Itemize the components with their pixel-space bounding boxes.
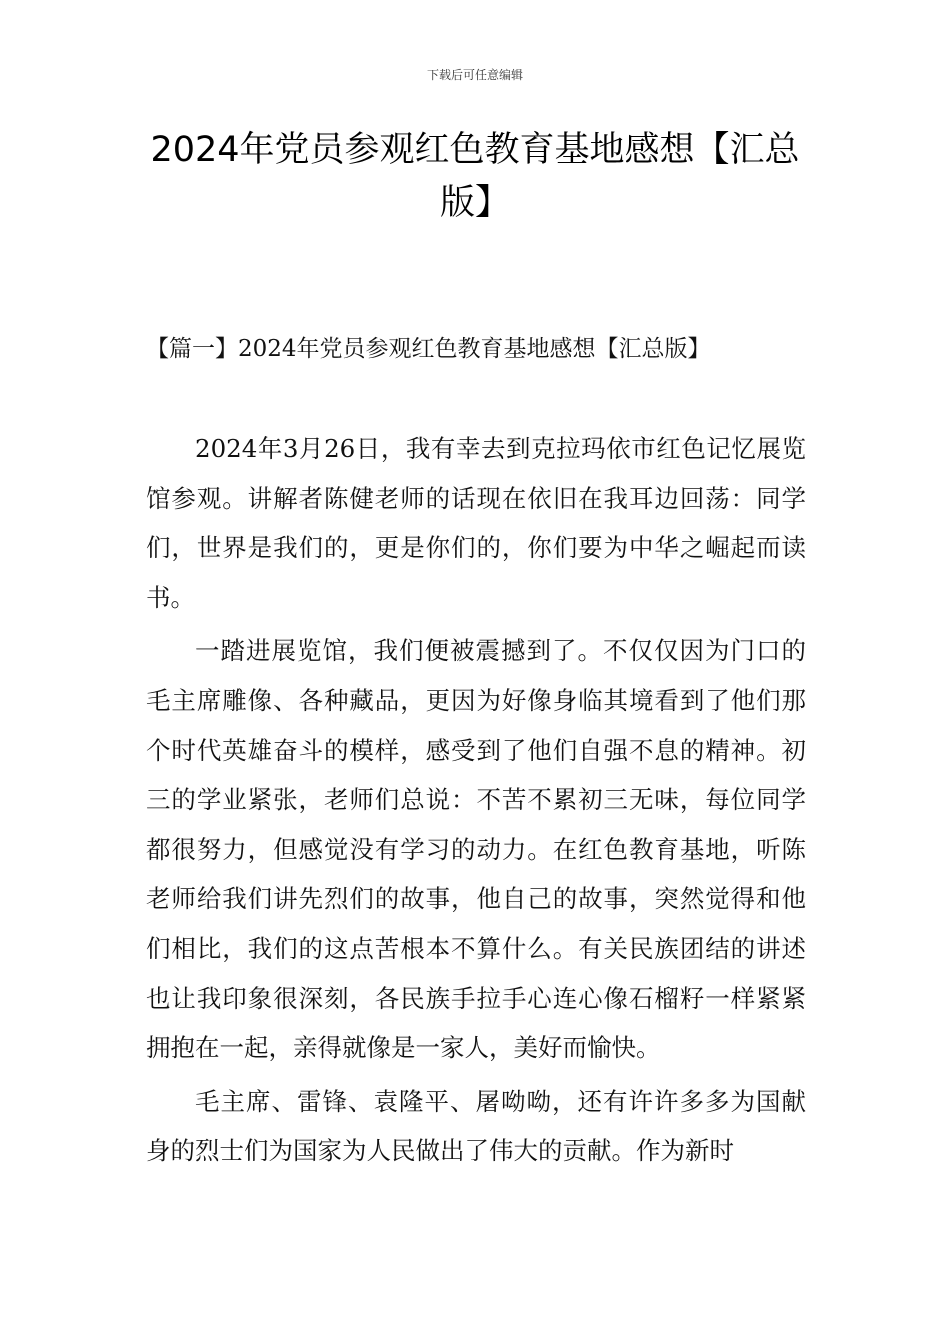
paragraph: 2024年3月26日，我有幸去到克拉玛依市红色记忆展览馆参观。讲解者陈健老师的话现在依旧在我耳边回荡：同学们，世界是我们的，更是你们的，你们要为中华之崛起而读书。: [146, 434, 806, 612]
paragraph: 毛主席、雷锋、袁隆平、屠呦呦，还有许许多多为国献身的烈士们为国家为人民做出了伟大的贡献。作为新时: [146, 1086, 806, 1166]
paragraph: 一踏进展览馆，我们便被震撼到了。不仅仅因为门口的毛主席雕像、各种藏品，更因为好像身临其境看到了他们那个时代英雄奋斗的模样，感受到了他们自强不息的精神。初三的学业紧张，老师们总说：不苦不累初三无味，每位同学都很努力，但感觉没有学习的动力。在红色教育基地，听陈老师给我们讲先烈们的故事，他自己的故事，突然觉得和他们相比，我们的这点苦根本不算什么。有关民族团结的讲述也让我印象很深刻，各民族手拉手心连心像石榴籽一样紧紧拥抱在一起，亲得就像是一家人，美好而愉快。: [146, 636, 806, 1063]
header-note: 下载后可任意编辑: [426, 68, 523, 82]
body-text: [146, 424, 806, 1180]
document-title: 2024年党员参观红色教育基地感想【汇总版】: [150, 130, 800, 223]
section-heading: 【篇一】2024年党员参观红色教育基地感想【汇总版】: [146, 336, 711, 362]
